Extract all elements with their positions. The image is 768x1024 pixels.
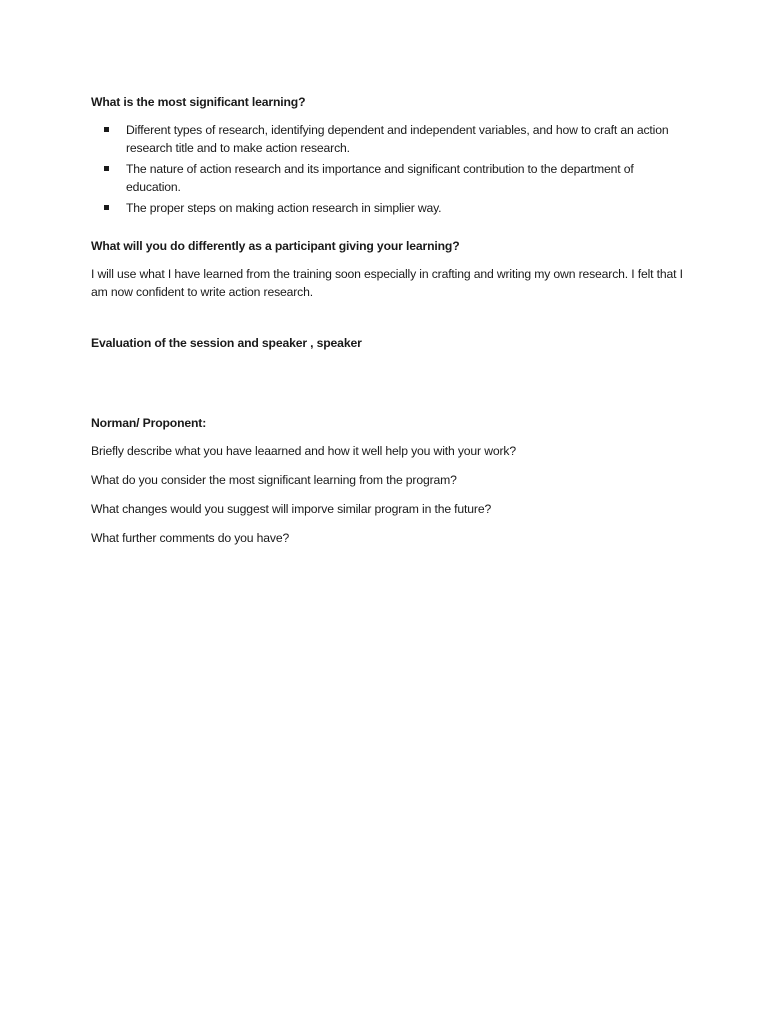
- list-item-text: The nature of action research and its importance and significant contribution to the department of education.: [126, 162, 634, 194]
- bullet-square-icon: [104, 127, 109, 132]
- question-item: Briefly describe what you have leaarned and how it well help you with your work?: [91, 444, 516, 458]
- question-item: What do you consider the most significant learning from the program?: [91, 473, 457, 487]
- bullet-square-icon: [104, 166, 109, 171]
- do-differently-paragraph: I will use what I have learned from the training soon especially in crafting and writing my own research. I felt that I am now confident to write action research.: [91, 267, 683, 299]
- significant-learning-heading: What is the most significant learning?: [91, 95, 306, 109]
- list-item: [91, 199, 691, 217]
- evaluation-heading: Evaluation of the session and speaker , speaker: [91, 336, 362, 350]
- list-item-text: The proper steps on making action research in simplier way.: [126, 201, 442, 215]
- list-item-text: Different types of research, identifying dependent and independent variables, and how to craft an action research title and to make action research.: [126, 123, 669, 155]
- list-item: [91, 160, 691, 196]
- question-item: What changes would you suggest will imporve similar program in the future?: [91, 502, 492, 516]
- question-item: What further comments do you have?: [91, 531, 290, 545]
- do-differently-heading: What will you do differently as a participant giving your learning?: [91, 239, 460, 253]
- significant-learning-list: [91, 121, 691, 217]
- bullet-square-icon: [104, 205, 109, 210]
- document-content: [91, 93, 691, 558]
- list-item: [91, 121, 691, 157]
- proponent-heading: Norman/ Proponent:: [91, 416, 207, 430]
